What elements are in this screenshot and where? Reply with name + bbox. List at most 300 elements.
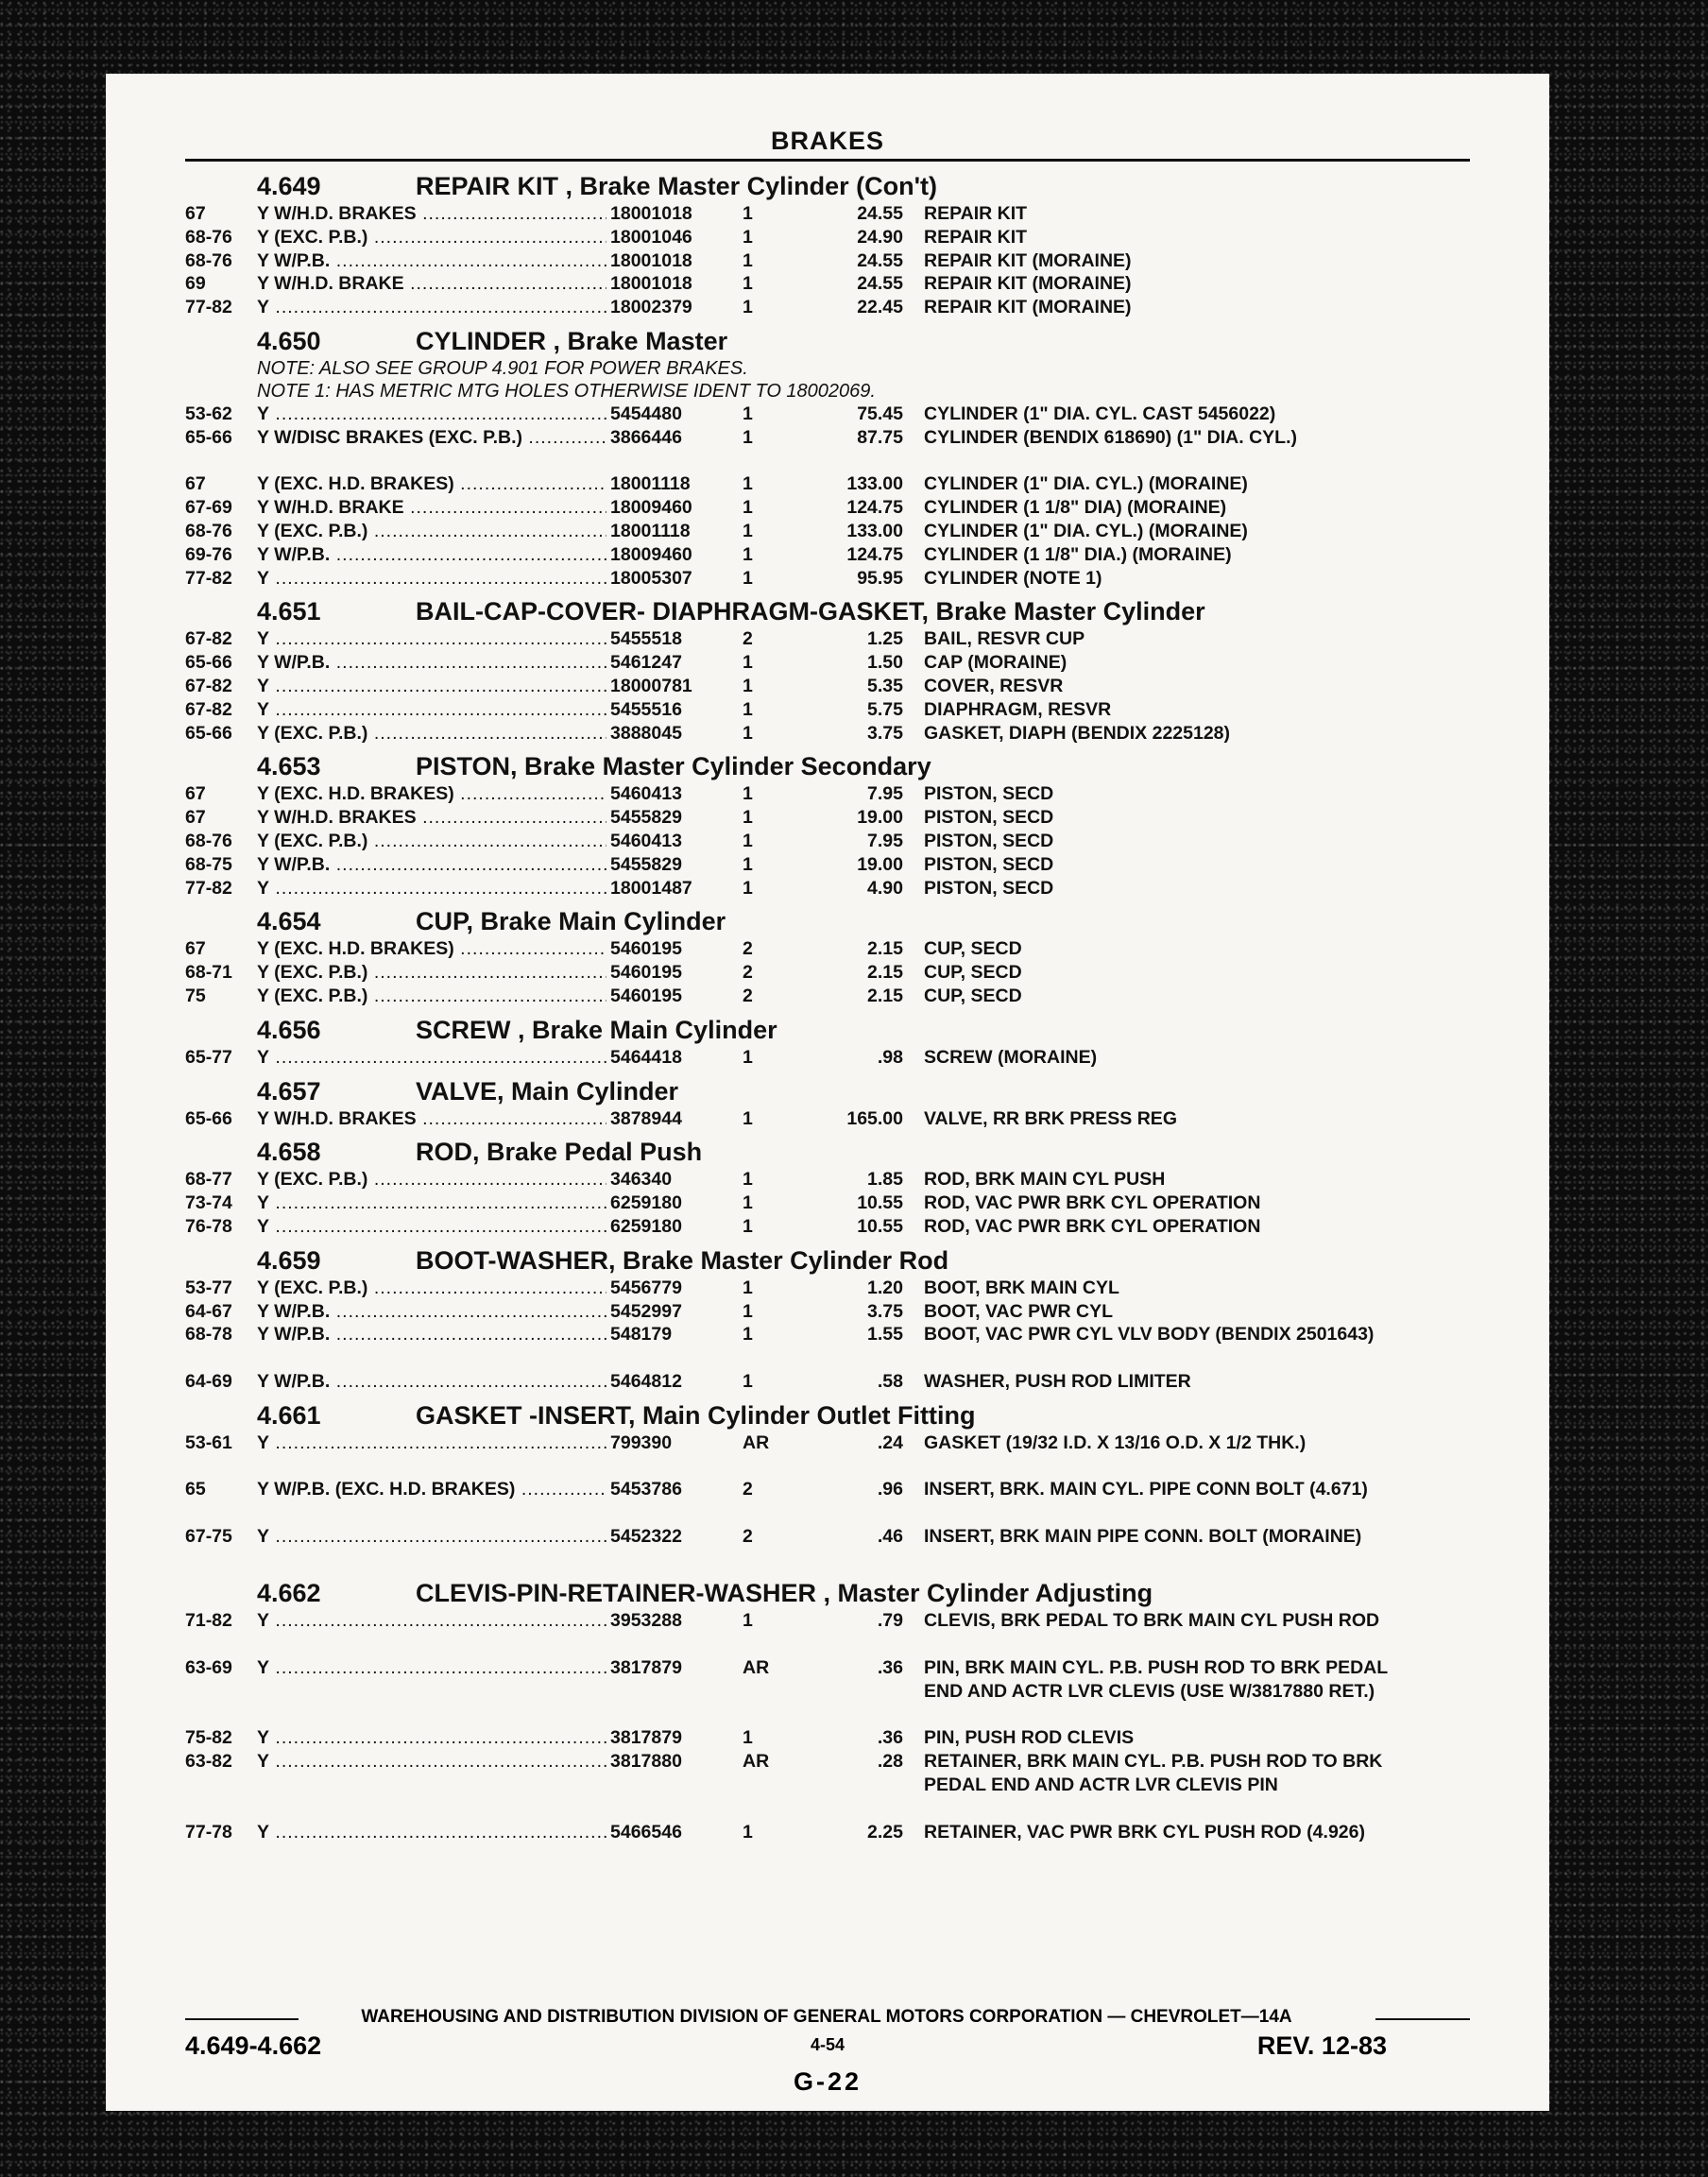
price: 3.75 xyxy=(867,1300,903,1322)
model-years: 68-76 xyxy=(185,830,232,851)
parts-row xyxy=(185,830,1470,853)
part-description: PIN, BRK MAIN CYL. P.B. PUSH ROD TO BRK PEDAL END AND ACTR LVR CLEVIS (USE W/3817880 RET.) xyxy=(924,1657,1388,1702)
quantity: 1 xyxy=(743,783,753,805)
application: Y ..... xyxy=(257,877,606,900)
part-number: 3817880 xyxy=(610,1751,682,1773)
part-description: GASKET (19/32 I.D. X 13/16 O.D. X 1/2 THK.) xyxy=(924,1431,1307,1453)
parts-row xyxy=(185,853,1470,877)
model-years: 63-82 xyxy=(185,1751,232,1773)
model-years: 67-82 xyxy=(185,628,232,650)
application: Y W/H.D. BRAKE ..... xyxy=(257,272,606,296)
part-number: 5461247 xyxy=(610,652,682,674)
model-years: 65-66 xyxy=(185,722,232,744)
section-number: 4.654 xyxy=(257,907,321,936)
part-description: REPAIR KIT (MORAINE) xyxy=(924,273,1132,295)
price: 4.90 xyxy=(867,877,903,899)
part-number: 799390 xyxy=(610,1431,673,1453)
section-title: BOOT-WASHER, Brake Master Cylinder Rod xyxy=(416,1245,949,1275)
quantity: 1 xyxy=(743,698,753,720)
price: .98 xyxy=(877,1046,903,1068)
price: 24.55 xyxy=(857,249,903,271)
part-number: 3817879 xyxy=(610,1657,682,1679)
parts-row xyxy=(185,296,1470,319)
parts-row xyxy=(185,1277,1470,1300)
model-years: 71-82 xyxy=(185,1610,232,1632)
quantity: 1 xyxy=(743,473,753,495)
part-number: 5464812 xyxy=(610,1370,682,1392)
quantity: 1 xyxy=(743,426,753,448)
price: 7.95 xyxy=(867,783,903,805)
part-number: 5452322 xyxy=(610,1525,682,1547)
section-title: BAIL-CAP-COVER- DIAPHRAGM-GASKET, Brake Master Cylinder xyxy=(416,597,1205,626)
part-description: REPAIR KIT (MORAINE) xyxy=(924,249,1132,271)
price: .28 xyxy=(877,1751,903,1773)
quantity: 1 xyxy=(743,830,753,851)
parts-row xyxy=(185,520,1470,543)
part-number: 18001018 xyxy=(610,203,692,224)
parts-row xyxy=(185,1726,1470,1750)
price: 165.00 xyxy=(846,1107,903,1129)
model-years: 67 xyxy=(185,807,206,829)
part-number: 18001118 xyxy=(610,473,691,495)
part-description: ROD, VAC PWR BRK CYL OPERATION xyxy=(924,1215,1261,1237)
price: 1.25 xyxy=(867,628,903,650)
part-description: CYLINDER (NOTE 1) xyxy=(924,567,1102,589)
parts-row xyxy=(185,675,1470,698)
quantity: 1 xyxy=(743,1277,753,1298)
section-number: 4.651 xyxy=(257,597,321,626)
parts-row xyxy=(185,1478,1470,1525)
parts-row xyxy=(185,1046,1470,1070)
part-description: SCREW (MORAINE) xyxy=(924,1046,1098,1068)
price: 2.25 xyxy=(867,1821,903,1843)
part-number: 18001118 xyxy=(610,520,691,541)
model-years: 65-66 xyxy=(185,1107,232,1129)
part-number: 346340 xyxy=(610,1169,673,1191)
model-years: 67 xyxy=(185,938,206,960)
part-number: 5466546 xyxy=(610,1821,682,1843)
quantity: AR xyxy=(743,1657,770,1679)
section-title: PISTON, Brake Master Cylinder Secondary xyxy=(416,752,931,781)
application: Y ..... xyxy=(257,1046,606,1070)
price: 7.95 xyxy=(867,830,903,851)
section-number: 4.653 xyxy=(257,752,321,781)
model-years: 68-76 xyxy=(185,520,232,541)
parts-listing xyxy=(185,164,1470,1867)
part-description: INSERT, BRK. MAIN CYL. PIPE CONN BOLT (4.671) xyxy=(924,1479,1368,1500)
parts-row xyxy=(185,1821,1470,1868)
model-years: 75 xyxy=(185,985,206,1006)
part-description: RETAINER, BRK MAIN CYL. P.B. PUSH ROD TO BRK PEDAL END AND ACTR LVR CLEVIS PIN xyxy=(924,1751,1383,1796)
price: .36 xyxy=(877,1727,903,1749)
quantity: 1 xyxy=(743,497,753,519)
parts-row xyxy=(185,1525,1470,1572)
section-number: 4.649 xyxy=(257,172,321,200)
quantity: 1 xyxy=(743,543,753,565)
parts-row xyxy=(185,806,1470,830)
model-years: 67 xyxy=(185,783,206,805)
application: Y ..... xyxy=(257,627,606,651)
parts-row xyxy=(185,1215,1470,1239)
application: Y W/DISC BRAKES (EXC. P.B.) ..... xyxy=(257,426,606,450)
model-years: 68-76 xyxy=(185,249,232,271)
price: 1.50 xyxy=(867,652,903,674)
model-years: 67 xyxy=(185,203,206,224)
quantity: 1 xyxy=(743,297,753,318)
price: 5.75 xyxy=(867,698,903,720)
part-description: BAIL, RESVR CUP xyxy=(924,628,1085,650)
part-description: CUP, SECD xyxy=(924,962,1022,984)
application: Y ..... xyxy=(257,1726,606,1750)
model-years: 69-76 xyxy=(185,543,232,565)
quantity: 2 xyxy=(743,1479,753,1500)
parts-row xyxy=(185,567,1470,591)
price: 133.00 xyxy=(846,520,903,541)
part-number: 6259180 xyxy=(610,1192,682,1214)
parts-row xyxy=(185,937,1470,961)
model-years: 63-69 xyxy=(185,1657,232,1679)
quantity: 1 xyxy=(743,1046,753,1068)
price: 3.75 xyxy=(867,722,903,744)
application: Y (EXC. P.B.) ..... xyxy=(257,1168,606,1191)
price: 24.55 xyxy=(857,203,903,224)
parts-row xyxy=(185,1656,1470,1726)
parts-row xyxy=(185,627,1470,651)
part-number: 3953288 xyxy=(610,1610,682,1632)
model-years: 67-82 xyxy=(185,698,232,720)
part-number: 18009460 xyxy=(610,497,692,519)
part-number: 5460195 xyxy=(610,985,682,1006)
part-description: CUP, SECD xyxy=(924,985,1022,1006)
part-description: COVER, RESVR xyxy=(924,675,1064,696)
part-number: 18001487 xyxy=(610,877,692,899)
section-heading xyxy=(185,1012,1470,1046)
quantity: 1 xyxy=(743,1610,753,1632)
part-number: 5464418 xyxy=(610,1046,682,1068)
application: Y ..... xyxy=(257,698,606,722)
application: Y ..... xyxy=(257,567,606,591)
model-years: 64-69 xyxy=(185,1370,232,1392)
model-years: 76-78 xyxy=(185,1215,232,1237)
quantity: AR xyxy=(743,1431,770,1453)
price: 124.75 xyxy=(846,543,903,565)
part-description: PISTON, SECD xyxy=(924,783,1054,805)
application: Y ..... xyxy=(257,1215,606,1239)
application: Y (EXC. H.D. BRAKES) ..... xyxy=(257,937,606,961)
part-number: 5455518 xyxy=(610,628,682,650)
model-years: 77-78 xyxy=(185,1821,232,1843)
footer-page-code: G-22 xyxy=(793,2067,863,2096)
parts-row xyxy=(185,496,1470,520)
part-description: CYLINDER (1 1/8" DIA.) (MORAINE) xyxy=(924,543,1232,565)
application: Y W/P.B. ..... xyxy=(257,249,606,273)
quantity: AR xyxy=(743,1751,770,1773)
quantity: 1 xyxy=(743,249,753,271)
section-heading xyxy=(185,1134,1470,1168)
parts-row xyxy=(185,1609,1470,1656)
part-number: 18000781 xyxy=(610,675,692,696)
price: 2.15 xyxy=(867,962,903,984)
quantity: 1 xyxy=(743,520,753,541)
model-years: 53-61 xyxy=(185,1431,232,1453)
price: .36 xyxy=(877,1657,903,1679)
application: Y ..... xyxy=(257,1750,606,1774)
part-description: CUP, SECD xyxy=(924,938,1022,960)
quantity: 1 xyxy=(743,226,753,248)
part-description: WASHER, PUSH ROD LIMITER xyxy=(924,1370,1191,1392)
application: Y ..... xyxy=(257,403,606,426)
part-description: DIAPHRAGM, RESVR xyxy=(924,698,1112,720)
page-header-title: BRAKES xyxy=(770,127,884,155)
parts-row xyxy=(185,1300,1470,1324)
part-description: REPAIR KIT xyxy=(924,203,1028,224)
part-number: 18001018 xyxy=(610,273,692,295)
price: 1.85 xyxy=(867,1169,903,1191)
price: 2.15 xyxy=(867,985,903,1006)
part-description: REPAIR KIT (MORAINE) xyxy=(924,297,1132,318)
header-rule xyxy=(185,159,1470,162)
price: 75.45 xyxy=(857,403,903,424)
price: 24.90 xyxy=(857,226,903,248)
part-number: 3866446 xyxy=(610,426,682,448)
application: Y W/P.B. ..... xyxy=(257,1300,606,1324)
application: Y ..... xyxy=(257,1821,606,1844)
part-description: CYLINDER (1" DIA. CYL.) (MORAINE) xyxy=(924,473,1248,495)
quantity: 1 xyxy=(743,1324,753,1346)
parts-row xyxy=(185,543,1470,567)
quantity: 1 xyxy=(743,652,753,674)
parts-row xyxy=(185,226,1470,249)
price: 1.20 xyxy=(867,1277,903,1298)
model-years: 65-77 xyxy=(185,1046,232,1068)
quantity: 1 xyxy=(743,853,753,875)
application: Y ..... xyxy=(257,675,606,698)
price: 124.75 xyxy=(846,497,903,519)
model-years: 64-67 xyxy=(185,1300,232,1322)
section-heading xyxy=(185,1397,1470,1431)
price: .46 xyxy=(877,1525,903,1547)
parts-row xyxy=(185,651,1470,675)
section-number: 4.656 xyxy=(257,1015,321,1044)
quantity: 2 xyxy=(743,628,753,650)
part-number: 3888045 xyxy=(610,722,682,744)
application: Y W/P.B. (EXC. H.D. BRAKES) ..... xyxy=(257,1478,606,1501)
parts-row xyxy=(185,698,1470,722)
application: Y ..... xyxy=(257,1609,606,1633)
footer-revision: REV. 12-83 xyxy=(1256,2031,1387,2060)
price: 2.15 xyxy=(867,938,903,960)
part-number: 18002379 xyxy=(610,297,692,318)
model-years: 68-78 xyxy=(185,1324,232,1346)
part-description: PISTON, SECD xyxy=(924,877,1054,899)
footer-group-range: 4.649-4.662 xyxy=(185,2031,322,2060)
price: 19.00 xyxy=(857,853,903,875)
part-description: CLEVIS, BRK PEDAL TO BRK MAIN CYL PUSH ROD xyxy=(924,1610,1380,1632)
quantity: 1 xyxy=(743,273,753,295)
price: 133.00 xyxy=(846,473,903,495)
model-years: 68-76 xyxy=(185,226,232,248)
application: Y ..... xyxy=(257,1656,606,1680)
application: Y ..... xyxy=(257,1525,606,1549)
quantity: 1 xyxy=(743,1300,753,1322)
quantity: 2 xyxy=(743,1525,753,1547)
part-number: 18005307 xyxy=(610,567,692,589)
part-description: INSERT, BRK MAIN PIPE CONN. BOLT (MORAINE) xyxy=(924,1525,1362,1547)
parts-row xyxy=(185,249,1470,273)
price: .24 xyxy=(877,1431,903,1453)
price: 10.55 xyxy=(857,1215,903,1237)
model-years: 67-75 xyxy=(185,1525,232,1547)
parts-row xyxy=(185,1323,1470,1370)
section-title: ROD, Brake Pedal Push xyxy=(416,1138,703,1167)
section-heading xyxy=(185,1575,1470,1609)
model-years: 68-75 xyxy=(185,853,232,875)
part-number: 18009460 xyxy=(610,543,692,565)
price: 10.55 xyxy=(857,1192,903,1214)
section-note: NOTE 1: HAS METRIC MTG HOLES OTHERWISE IDENT TO 18002069. xyxy=(257,380,876,402)
section-number: 4.658 xyxy=(257,1138,321,1167)
application: Y W/P.B. ..... xyxy=(257,853,606,877)
part-description: PISTON, SECD xyxy=(924,830,1054,851)
quantity: 1 xyxy=(743,1727,753,1749)
quantity: 1 xyxy=(743,675,753,696)
parts-row xyxy=(185,472,1470,496)
part-description: RETAINER, VAC PWR BRK CYL PUSH ROD (4.926) xyxy=(924,1821,1365,1843)
part-description: PISTON, SECD xyxy=(924,807,1054,829)
model-years: 68-77 xyxy=(185,1169,232,1191)
section-heading xyxy=(185,323,1470,357)
application: Y W/P.B. ..... xyxy=(257,1323,606,1346)
part-number: 3878944 xyxy=(610,1107,682,1129)
price: 5.35 xyxy=(867,675,903,696)
parts-row xyxy=(185,1168,1470,1191)
application: Y W/P.B. ..... xyxy=(257,1370,606,1394)
model-years: 73-74 xyxy=(185,1192,232,1214)
parts-row xyxy=(185,426,1470,473)
model-years: 65-66 xyxy=(185,426,232,448)
section-title: CLEVIS-PIN-RETAINER-WASHER , Master Cylinder Adjusting xyxy=(416,1579,1153,1608)
application: Y (EXC. H.D. BRAKES) ..... xyxy=(257,472,606,496)
part-description: GASKET, DIAPH (BENDIX 2225128) xyxy=(924,722,1231,744)
application: Y (EXC. P.B.) ..... xyxy=(257,830,606,853)
model-years: 65-66 xyxy=(185,652,232,674)
part-description: BOOT, BRK MAIN CYL xyxy=(924,1277,1119,1298)
parts-row xyxy=(185,1750,1470,1820)
part-number: 5455829 xyxy=(610,807,682,829)
part-number: 5455829 xyxy=(610,853,682,875)
application: Y (EXC. P.B.) ..... xyxy=(257,722,606,746)
parts-row xyxy=(185,1191,1470,1215)
price: 19.00 xyxy=(857,807,903,829)
application: Y (EXC. P.B.) ..... xyxy=(257,520,606,543)
price: 24.55 xyxy=(857,273,903,295)
model-years: 65 xyxy=(185,1479,206,1500)
section-heading xyxy=(185,1243,1470,1277)
parts-row xyxy=(185,403,1470,426)
model-years: 53-77 xyxy=(185,1277,232,1298)
quantity: 2 xyxy=(743,985,753,1006)
price: 95.95 xyxy=(857,567,903,589)
application: Y (EXC. P.B.) ..... xyxy=(257,226,606,249)
section-title: CUP, Brake Main Cylinder xyxy=(416,907,726,936)
application: Y ..... xyxy=(257,1431,606,1455)
part-number: 5454480 xyxy=(610,403,682,424)
document-page xyxy=(106,74,1549,2111)
part-number: 548179 xyxy=(610,1324,673,1346)
part-description: PIN, PUSH ROD CLEVIS xyxy=(924,1727,1135,1749)
quantity: 1 xyxy=(743,807,753,829)
price: .79 xyxy=(877,1610,903,1632)
part-number: 5460195 xyxy=(610,962,682,984)
part-description: ROD, VAC PWR BRK CYL OPERATION xyxy=(924,1192,1261,1214)
quantity: 1 xyxy=(743,1215,753,1237)
quantity: 1 xyxy=(743,403,753,424)
part-description: ROD, BRK MAIN CYL PUSH xyxy=(924,1169,1166,1191)
footer-division-line xyxy=(185,2005,1470,2031)
application: Y (EXC. P.B.) ..... xyxy=(257,961,606,985)
application: Y W/H.D. BRAKES ..... xyxy=(257,202,606,226)
quantity: 1 xyxy=(743,877,753,899)
quantity: 1 xyxy=(743,1370,753,1392)
section-title: VALVE, Main Cylinder xyxy=(416,1076,679,1106)
application: Y W/P.B. ..... xyxy=(257,543,606,567)
application: Y W/H.D. BRAKE ..... xyxy=(257,496,606,520)
part-number: 5460195 xyxy=(610,938,682,960)
application: Y (EXC. P.B.) ..... xyxy=(257,1277,606,1300)
model-years: 68-71 xyxy=(185,962,232,984)
section-number: 4.661 xyxy=(257,1400,321,1430)
model-years: 67 xyxy=(185,473,206,495)
model-years: 53-62 xyxy=(185,403,232,424)
part-number: 18001046 xyxy=(610,226,692,248)
model-years: 67-69 xyxy=(185,497,232,519)
quantity: 1 xyxy=(743,1192,753,1214)
application: Y W/P.B. ..... xyxy=(257,651,606,675)
price: 87.75 xyxy=(857,426,903,448)
application: Y W/H.D. BRAKES ..... xyxy=(257,1107,606,1131)
part-description: PISTON, SECD xyxy=(924,853,1054,875)
quantity: 1 xyxy=(743,722,753,744)
model-years: 75-82 xyxy=(185,1727,232,1749)
quantity: 1 xyxy=(743,203,753,224)
part-description: VALVE, RR BRK PRESS REG xyxy=(924,1107,1177,1129)
part-description: CYLINDER (1 1/8" DIA) (MORAINE) xyxy=(924,497,1227,519)
part-number: 5453786 xyxy=(610,1479,682,1500)
parts-row xyxy=(185,1107,1470,1131)
model-years: 77-82 xyxy=(185,297,232,318)
part-number: 5456779 xyxy=(610,1277,682,1298)
model-years: 67-82 xyxy=(185,675,232,696)
part-description: CYLINDER (1" DIA. CYL.) (MORAINE) xyxy=(924,520,1248,541)
parts-row xyxy=(185,1370,1470,1394)
parts-row xyxy=(185,1431,1470,1479)
price: .96 xyxy=(877,1479,903,1500)
section-number: 4.659 xyxy=(257,1245,321,1275)
section-heading xyxy=(185,748,1470,782)
application: Y (EXC. H.D. BRAKES) ..... xyxy=(257,782,606,806)
section-heading xyxy=(185,168,1470,202)
application: Y W/H.D. BRAKES ..... xyxy=(257,806,606,830)
parts-row xyxy=(185,202,1470,226)
part-number: 18001018 xyxy=(610,249,692,271)
part-number: 5460413 xyxy=(610,830,682,851)
part-description: CAP (MORAINE) xyxy=(924,652,1068,674)
part-description: BOOT, VAC PWR CYL VLV BODY (BENDIX 2501643) xyxy=(924,1324,1375,1346)
section-title: GASKET -INSERT, Main Cylinder Outlet Fitting xyxy=(416,1400,976,1430)
part-number: 3817879 xyxy=(610,1727,682,1749)
price: 1.55 xyxy=(867,1324,903,1346)
section-number: 4.662 xyxy=(257,1579,321,1608)
